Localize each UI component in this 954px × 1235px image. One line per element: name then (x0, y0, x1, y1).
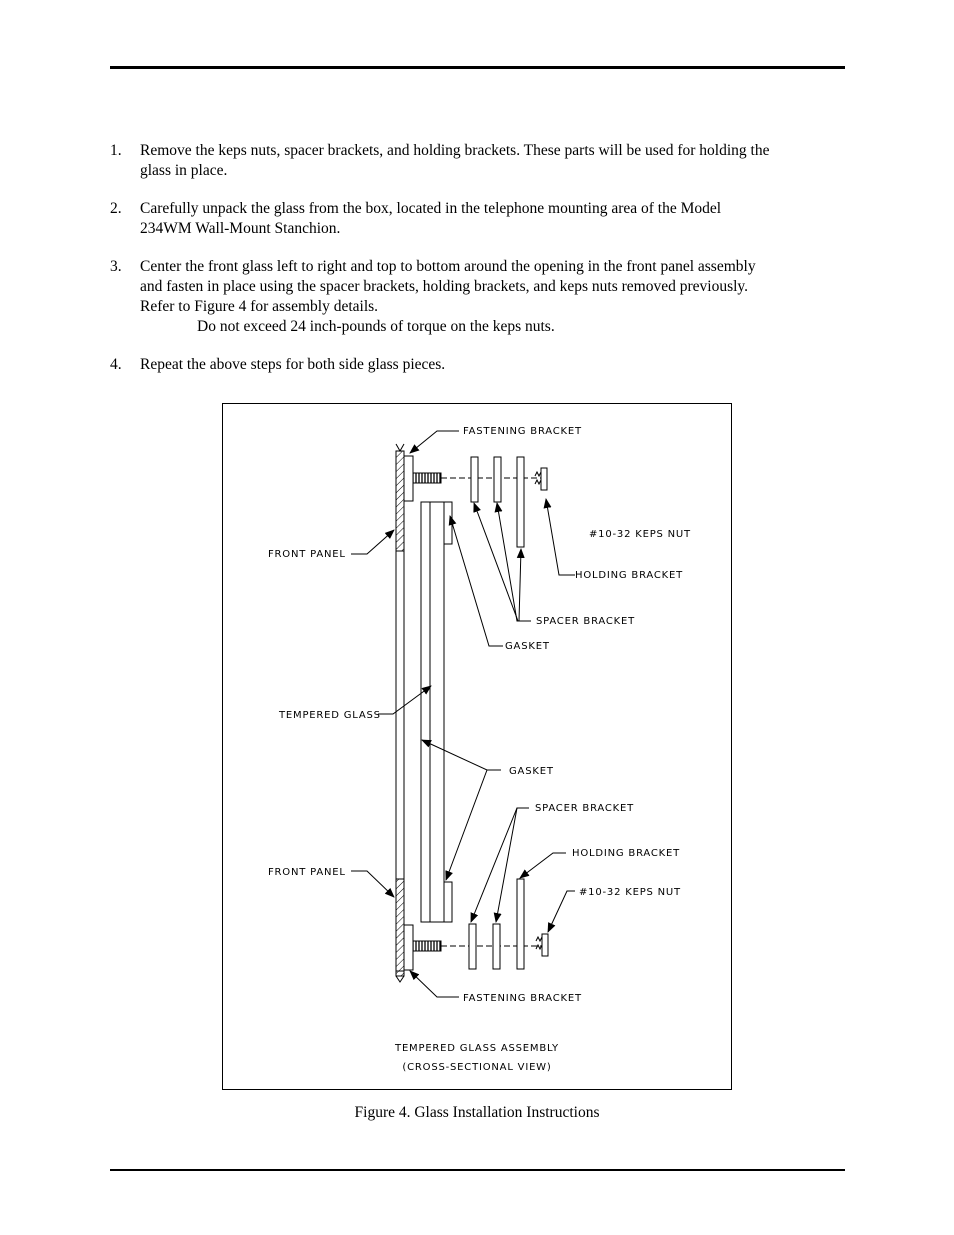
step-3 (110, 257, 880, 337)
gasket-top (444, 502, 452, 544)
label-spacer-bracket-bottom: SPACER BRACKET (535, 803, 635, 814)
torque-note: Do not exceed 24 inch-pounds of torque on the keps nuts. (197, 318, 555, 335)
spacer-bracket-top-1 (471, 457, 478, 502)
spacer-bracket-bottom-1 (469, 924, 476, 969)
glass-assembly-drawing (223, 404, 731, 1089)
spacer-bracket-bottom-2 (493, 924, 500, 969)
step-line: Refer to Figure 4 for assembly details. (140, 298, 379, 315)
spacer-bracket-top-2 (494, 457, 501, 502)
figure-4-diagram (222, 403, 732, 1090)
step-line: Center the front glass left to right and top to bottom around the opening in the front panel assembly (140, 258, 756, 275)
fastening-bracket-bottom (404, 925, 413, 970)
label-front-panel-top: FRONT PANEL (268, 549, 346, 560)
label-holding-bracket-top: HOLDING BRACKET (575, 570, 684, 581)
figure-title-line-2: (CROSS-SECTIONAL VIEW) (402, 1062, 552, 1073)
step-line: and fasten in place using the spacer brackets, holding brackets, and keps nuts removed previously. (140, 278, 749, 295)
keps-nut-bottom (542, 934, 548, 956)
step-line: 234WM Wall-Mount Stanchion. (140, 220, 341, 237)
holding-bracket-top (517, 457, 524, 547)
step-number: 1. (110, 142, 122, 159)
step-number: 3. (110, 258, 122, 275)
step-1 (110, 141, 880, 181)
label-gasket-top: GASKET (505, 641, 550, 652)
keps-nut-top (541, 468, 547, 490)
step-line: Carefully unpack the glass from the box, located in the telephone mounting area of the Model (140, 200, 722, 217)
tempered-glass (430, 502, 444, 922)
step-2 (110, 199, 880, 239)
label-fastening-bracket-top: FASTENING BRACKET (463, 426, 582, 437)
label-holding-bracket-bottom: HOLDING BRACKET (572, 848, 681, 859)
gasket-bottom (444, 882, 452, 922)
footer-rule (110, 1169, 845, 1171)
label-front-panel-bottom: FRONT PANEL (268, 867, 346, 878)
holding-bracket-bottom (517, 879, 524, 969)
step-number: 4. (110, 356, 122, 373)
label-tempered-glass: TEMPERED GLASS (279, 710, 381, 721)
front-panel-top-hatch (396, 451, 404, 551)
label-keps-nut-top: #10-32 KEPS NUT (589, 529, 691, 540)
fastening-bracket-top (404, 456, 413, 501)
label-gasket-bottom: GASKET (509, 766, 554, 777)
label-spacer-bracket-top: SPACER BRACKET (536, 616, 636, 627)
step-number: 2. (110, 200, 122, 217)
gasket-inner (421, 502, 430, 922)
step-4 (110, 355, 880, 375)
stud-bottom (413, 941, 441, 951)
stud-top (413, 473, 441, 483)
step-line: glass in place. (140, 162, 228, 179)
label-keps-nut-bottom: #10-32 KEPS NUT (579, 887, 681, 898)
header-rule (110, 66, 845, 69)
step-line: Remove the keps nuts, spacer brackets, and holding brackets. These parts will be used for holding the (140, 142, 770, 159)
figure-caption: Figure 4. Glass Installation Instructions (354, 1104, 600, 1121)
label-fastening-bracket-bottom: FASTENING BRACKET (463, 993, 582, 1004)
step-line: Repeat the above steps for both side glass pieces. (140, 356, 446, 373)
figure-title-line-1: TEMPERED GLASS ASSEMBLY (395, 1043, 559, 1054)
front-panel-bottom-hatch (396, 879, 404, 976)
